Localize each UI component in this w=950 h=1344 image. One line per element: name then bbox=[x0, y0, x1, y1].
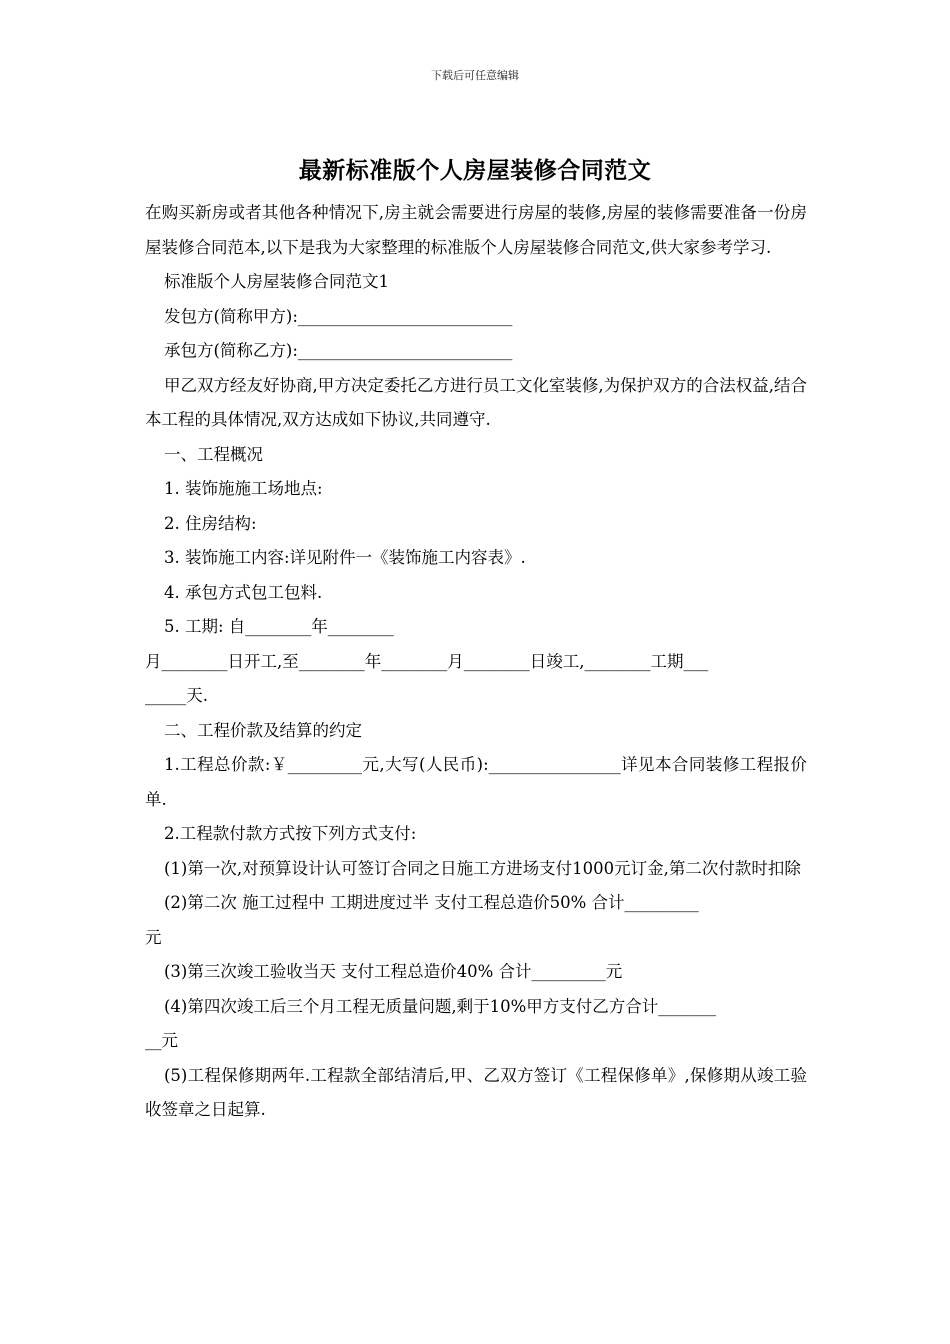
list-item: 2. 住房结构: bbox=[164, 513, 257, 533]
party-b-line: 承包方(简称乙方):__________________________ bbox=[164, 341, 513, 360]
payment-item: (5)工程保修期两年.工程款全部结清后,甲、乙双方签订《工程保修单》,保修期从竣工验收签章之日起算. bbox=[145, 1065, 807, 1119]
payment-item: (4)第四次竣工后三个月工程无质量问题,剩于10%甲方支付乙方合计_______ bbox=[164, 996, 717, 1016]
list-item: 4. 承包方式包工包料. bbox=[164, 582, 323, 602]
payment-method-line: 2.工程款付款方式按下列方式支付: bbox=[164, 824, 417, 843]
schedule-line: _____天. bbox=[145, 686, 208, 705]
payment-item: (3)第三次竣工验收当天 支付工程总造价40% 合计_________元 bbox=[164, 962, 623, 981]
list-item: 1. 装饰施施工场地点: bbox=[164, 479, 323, 498]
document-title: 最新标准版个人房屋装修合同范文 bbox=[298, 158, 652, 184]
price-paragraph: 1.工程总价款:￥_________元,大写(人民币):________________详见本合同装修工程报价单. bbox=[145, 755, 807, 809]
payment-item-continuation: 元 bbox=[145, 927, 162, 947]
agreement-paragraph: 甲乙双方经友好协商,甲方决定委托乙方进行员工文化室装修,为保护双方的合法权益,结合本工程的具体情况,双方达成如下协议,共同遵守. bbox=[145, 375, 807, 429]
intro-paragraph: 在购买新房或者其他各种情况下,房主就会需要进行房屋的装修,房屋的装修需要准备一份房屋装修合同范本,以下是我为大家整理的标准版个人房屋装修合同范文,供大家参考学习. bbox=[145, 203, 807, 257]
payment-item: (2)第二次 施工过程中 工期进度过半 支付工程总造价50% 合计_________ bbox=[164, 893, 699, 912]
list-item: 5. 工期: 自________年________ bbox=[164, 617, 394, 636]
schedule-line: 月________日开工,至________年________月________日竣工,________工期___ bbox=[145, 651, 709, 671]
payment-item: (1)第一次,对预算设计认可签订合同之日施工方进场支付1000元订金,第二次付款时扣除 bbox=[164, 858, 801, 878]
payment-item-continuation: __元 bbox=[145, 1031, 178, 1050]
contract-subtitle: 标准版个人房屋装修合同范文1 bbox=[164, 272, 389, 291]
list-item: 3. 装饰施工内容:详见附件一《装饰施工内容表》. bbox=[164, 548, 526, 567]
document-body bbox=[145, 196, 807, 1128]
page-header-note: 下载后可任意编辑 bbox=[431, 69, 519, 82]
party-a-line: 发包方(简称甲方):__________________________ bbox=[164, 306, 513, 326]
section-heading-overview: 一、工程概况 bbox=[164, 444, 263, 464]
section-heading-payment: 二、工程价款及结算的约定 bbox=[164, 720, 362, 740]
